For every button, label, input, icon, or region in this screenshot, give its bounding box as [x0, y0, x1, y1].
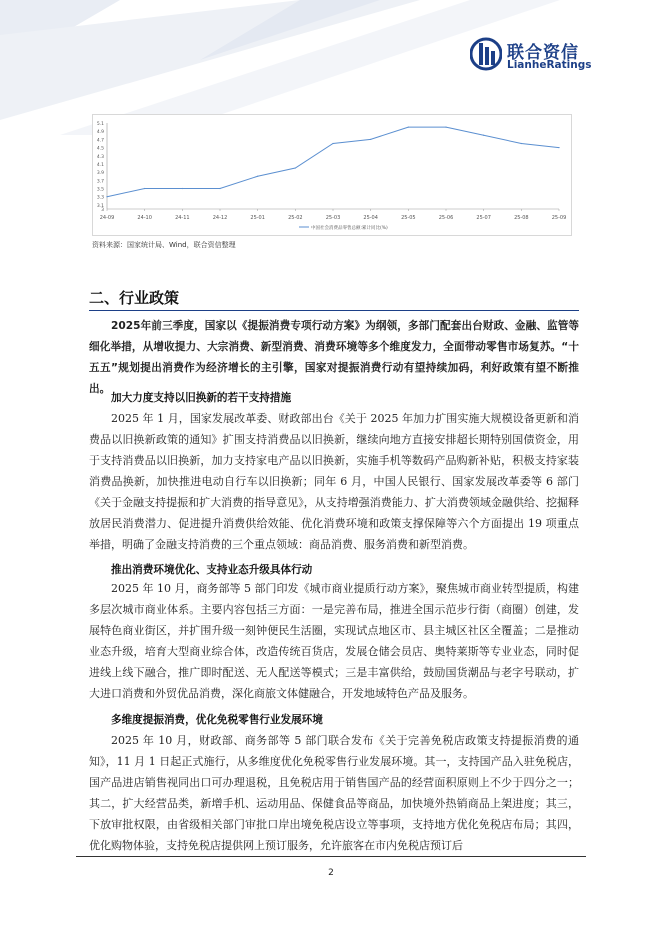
- logo-english-name: LianheRatings: [507, 59, 592, 71]
- data-point: [521, 143, 522, 144]
- y-tick-label: 4.5: [96, 146, 104, 152]
- data-point: [219, 188, 220, 189]
- page-number: 2: [328, 868, 334, 878]
- subheading-duty-free: 多维度提振消费，优化免税零售行业发展环境: [111, 714, 323, 726]
- y-tick-label: 3: [101, 208, 104, 213]
- chart-source-note: 资料来源：国家统计局、Wind，联合资信整理: [92, 241, 236, 249]
- intro-paragraph: 2025年前三季度，国家以《提振消费专项行动方案》为纲领，多部门配套出台财政、金融、监管等细化举措，从增收提力、大宗消费、新型消费、消费环境等多个维度发力，全面带动零售市场复苏。“十五五”规划提出消费作为经济增长的主引擎，国家对提振消费行动有望持续加码，利好政策有望不断推出。: [89, 320, 579, 395]
- legend-label: 中国社会消费品零售总额:累计同比(%): [311, 226, 388, 231]
- y-tick-label: 5.1: [96, 122, 104, 127]
- y-tick-label: 3.9: [96, 171, 104, 177]
- data-point: [295, 167, 296, 168]
- x-tick-label: 24-12: [212, 215, 228, 221]
- x-tick-label: 24-11: [175, 215, 190, 221]
- data-point: [182, 188, 183, 189]
- subheading-trade-in: 加大力度支持以旧换新的若干支持措施: [111, 392, 292, 404]
- retail-sales-line-chart: [92, 114, 572, 236]
- data-point: [370, 139, 371, 140]
- x-tick-label: 25-09: [551, 215, 567, 221]
- x-tick-label: 24-10: [137, 215, 152, 221]
- paragraph-trade-in: 2025 年 1 月，国家发展改革委、财政部出台《关于 2025 年加力扩围实施大规模设备更新和消费品以旧换新政策的通知》扩围支持消费品以旧换新，继续向地方直接安排超长期特别国债资金，用于支持消费品以旧换新，加力支持家电产品以旧换新，实施手机等数码产品购新补贴，积极支持家装消费品换新，加快推进电动自行车以旧换新；同年 6 月，中国人民银行、国家发展改革委等 6 部门《关于金融支持提振和扩大消费的指导意见》，从支持增强消费能力、扩大消费领域金融供给、挖掘释放居民消费潜力、促进提升消费供给效能、优化消费环境和政策支撑保障等六个方面提出 19 项重点举措，明确了金融支持消费的三个重点领域：商品消费、服务消费和新型消费。: [89, 412, 579, 551]
- y-tick-label: 3.7: [96, 179, 104, 185]
- x-tick-label: 25-01: [250, 215, 265, 221]
- logo-chinese-name: 联合资信: [507, 43, 579, 63]
- x-tick-label: 25-02: [288, 215, 303, 221]
- y-tick-label: 4.9: [96, 130, 104, 136]
- data-point: [144, 188, 145, 189]
- data-point: [408, 126, 409, 127]
- data-point: [558, 147, 559, 148]
- data-point: [257, 176, 258, 177]
- section-divider: [89, 310, 579, 311]
- section-title: 二、行业政策: [89, 289, 180, 307]
- data-point: [483, 135, 484, 136]
- x-tick-label: 25-08: [514, 215, 529, 221]
- y-tick-label: 3.3: [96, 195, 104, 201]
- chart-svg: [93, 115, 571, 235]
- y-tick-label: 4.7: [96, 138, 104, 144]
- series-line: [107, 127, 559, 197]
- data-point: [106, 196, 107, 197]
- data-point: [445, 126, 446, 127]
- x-tick-label: 25-05: [401, 215, 416, 221]
- data-point: [332, 143, 333, 144]
- subheading-commerce-environment: 推出消费环境优化、支持业态升级具体行动: [111, 564, 313, 576]
- y-tick-label: 4.3: [96, 154, 104, 160]
- y-tick-label: 4.1: [96, 162, 104, 168]
- x-tick-label: 24-09: [99, 215, 115, 221]
- footer-divider: [76, 856, 586, 857]
- x-tick-label: 25-04: [363, 215, 378, 221]
- x-tick-label: 25-03: [325, 215, 341, 221]
- paragraph-commerce-environment: 2025 年 10 月，商务部等 5 部门印发《城市商业提质行动方案》，聚焦城市商业转型提质，构建多层次城市商业体系。主要内容包括三方面：一是完善布局，推进全国示范步行街（商圈）创建，发展特色商业街区，并扩围升级一刻钟便民生活圈，实现试点地区市、县主城区社区全覆盖；二是推动业态升级，培育大型商业综合体，改造传统百货店，发展仓储会员店、奥特莱斯等专业业态，同时促进线上线下融合，推广即时配送、无人配送等模式；三是丰富供给，鼓励国货潮品与老字号联动，扩大进口消费和外贸优品消费，深化商旅文体健融合，开发地域特色产品及服务。: [89, 582, 579, 700]
- lianhe-logo-icon: [470, 37, 502, 71]
- x-tick-label: 25-06: [438, 215, 454, 221]
- y-tick-label: 3.1: [96, 203, 104, 209]
- paragraph-duty-free: 2025 年 10 月，财政部、商务部等 5 部门联合发布《关于完善免税店政策支持提振消费的通知》，11 月 1 日起正式施行，从多维度优化免税零售行业发展环境。其一，支持国产品入驻免税店，国产品进店销售视同出口可办理退税，且免税店用于销售国产品的经营面积原则上不少于四分之一；其二，扩大经营品类，新增手机、运动用品、保健食品等商品，加快境外热销商品上架进度；其三，下放审批权限，由省级相关部门审批口岸出境免税店设立等事项，支持地方优化免税店布局；其四，优化购物体验，支持免税店提供网上预订服务，允许旅客在市内免税店预订后: [89, 734, 579, 852]
- y-tick-label: 3.5: [96, 187, 104, 193]
- company-logo: [470, 37, 630, 77]
- x-tick-label: 25-07: [476, 215, 491, 221]
